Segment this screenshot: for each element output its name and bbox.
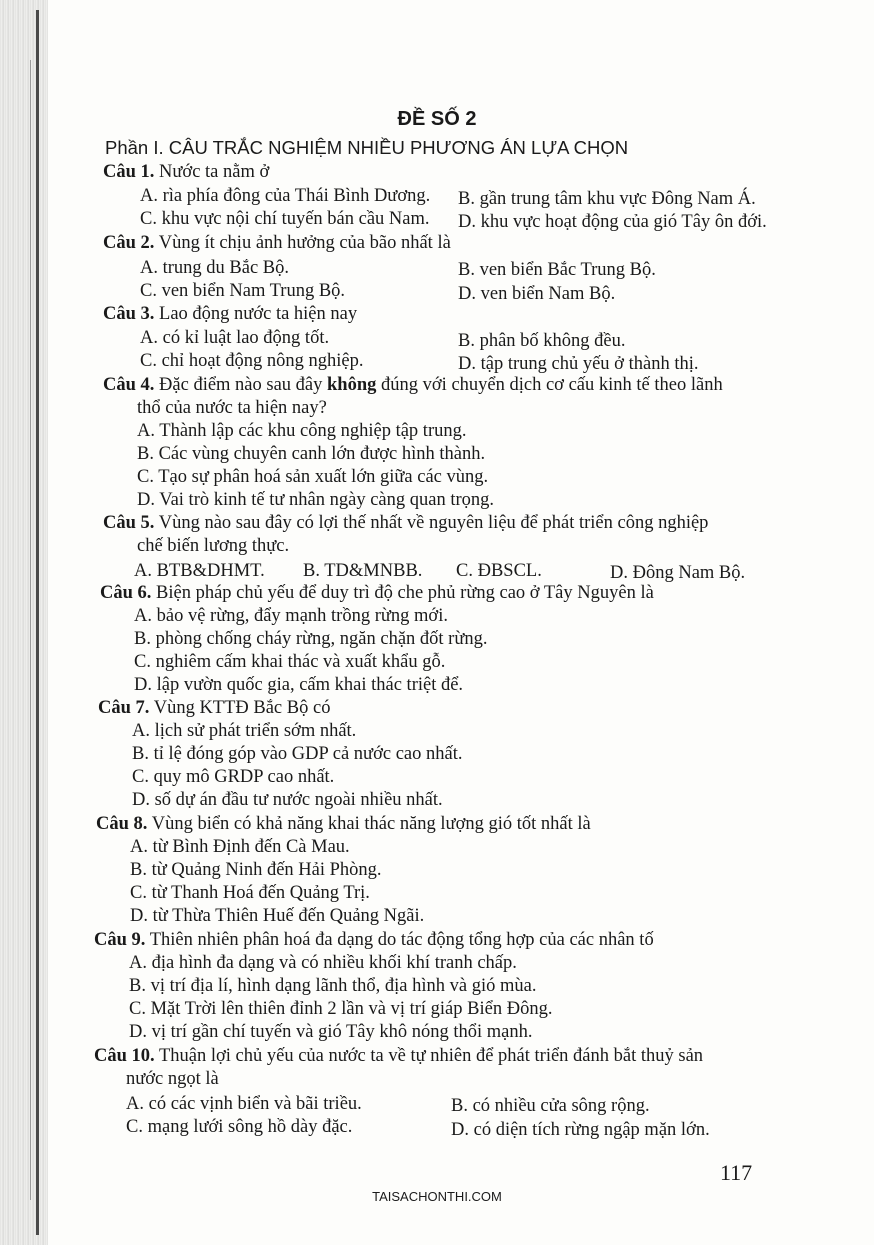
question-text: Đặc điểm nào sau đây	[159, 375, 323, 395]
option-d: D. ven biển Nam Bộ.	[458, 284, 616, 304]
option-d: D. có diện tích rừng ngập mặn lớn.	[451, 1120, 710, 1140]
option-b: B. phòng chống cháy rừng, ngăn chặn đốt rừng.	[134, 629, 488, 649]
page-title: ĐỀ SỐ 2	[397, 108, 477, 130]
section-heading: Phần I. CÂU TRẮC NGHIỆM NHIỀU PHƯƠNG ÁN LỰA CHỌN	[105, 137, 629, 158]
question-label: Câu 4.	[103, 375, 155, 395]
option-c: C. Mặt Trời lên thiên đỉnh 2 lần và vị trí giáp Biển Đông.	[129, 999, 553, 1019]
question-8	[96, 814, 591, 835]
question-text: Vùng biển có khả năng khai thác năng lượng gió tốt nhất là	[151, 814, 591, 834]
question-emphasis: không	[327, 375, 377, 395]
question-9	[94, 930, 654, 951]
option-c: C. ĐBSCL.	[456, 561, 542, 581]
scan-binding-edge	[0, 0, 48, 1245]
option-b: B. từ Quảng Ninh đến Hải Phòng.	[130, 860, 382, 880]
question-text: Thiên nhiên phân hoá đa dạng do tác động tổng hợp của các nhân tố	[149, 930, 654, 950]
question-text: Biện pháp chủ yếu để duy trì độ che phủ rừng cao ở Tây Nguyên là	[156, 583, 654, 603]
option-c: C. Tạo sự phân hoá sản xuất lớn giữa các vùng.	[137, 467, 489, 487]
question-text: Vùng ít chịu ảnh hưởng của bão nhất là	[158, 233, 451, 253]
question-text: Vùng nào sau đây có lợi thế nhất về nguyên liệu để phát triển công nghiệp	[158, 513, 709, 533]
question-1	[103, 162, 269, 183]
option-a: A. từ Bình Định đến Cà Mau.	[130, 837, 350, 857]
question-label: Câu 5.	[103, 513, 155, 533]
option-b: B. có nhiều cửa sông rộng.	[451, 1096, 650, 1116]
option-a: A. trung du Bắc Bộ.	[140, 258, 290, 278]
question-4	[103, 375, 723, 396]
question-3	[103, 304, 357, 325]
option-c: C. từ Thanh Hoá đến Quảng Trị.	[130, 883, 370, 903]
question-text-cont: thổ của nước ta hiện nay?	[137, 398, 327, 418]
option-c: C. quy mô GRDP cao nhất.	[132, 767, 335, 787]
option-a: A. địa hình đa dạng và có nhiều khối khí tranh chấp.	[129, 953, 517, 973]
question-10	[94, 1046, 703, 1067]
option-c: C. ven biển Nam Trung Bộ.	[140, 281, 346, 301]
question-label: Câu 3.	[103, 304, 155, 324]
option-a: A. lịch sử phát triển sớm nhất.	[132, 721, 357, 741]
question-label: Câu 7.	[98, 698, 150, 718]
question-label: Câu 9.	[94, 930, 146, 950]
option-c: C. mạng lưới sông hồ dày đặc.	[126, 1117, 353, 1137]
question-text: Vùng KTTĐ Bắc Bộ có	[153, 698, 331, 718]
question-label: Câu 8.	[96, 814, 148, 834]
option-a: A. có kỉ luật lao động tốt.	[140, 328, 330, 348]
question-label: Câu 6.	[100, 583, 152, 603]
option-b: B. vị trí địa lí, hình dạng lãnh thổ, địa hình và gió mùa.	[129, 976, 537, 996]
option-c: C. chỉ hoạt động nông nghiệp.	[140, 351, 364, 371]
page-number: 117	[720, 1160, 753, 1185]
option-b: B. ven biển Bắc Trung Bộ.	[458, 260, 656, 280]
option-d: D. từ Thừa Thiên Huế đến Quảng Ngãi.	[130, 906, 425, 926]
option-a: A. Thành lập các khu công nghiệp tập trung.	[137, 421, 467, 441]
option-b: B. gần trung tâm khu vực Đông Nam Á.	[458, 189, 756, 209]
binding-line	[30, 60, 31, 1200]
question-text: Nước ta nằm ở	[159, 162, 270, 182]
option-d: D. Vai trò kinh tế tư nhân ngày càng quan trọng.	[137, 490, 495, 510]
option-d: D. Đông Nam Bộ.	[610, 563, 746, 583]
option-a: A. có các vịnh biển và bãi triều.	[126, 1094, 362, 1114]
option-a: A. rìa phía đông của Thái Bình Dương.	[140, 186, 431, 206]
option-d: D. khu vực hoạt động của gió Tây ôn đới.	[458, 212, 767, 232]
option-b: B. tỉ lệ đóng góp vào GDP cả nước cao nhất.	[132, 744, 463, 764]
option-d: D. số dự án đầu tư nước ngoài nhiều nhất.	[132, 790, 443, 810]
option-d: D. vị trí gần chí tuyến và gió Tây khô nóng thổi mạnh.	[129, 1022, 533, 1042]
option-c: C. nghiêm cấm khai thác và xuất khẩu gỗ.	[134, 652, 446, 672]
binding-line	[36, 10, 39, 1235]
question-label: Câu 2.	[103, 233, 155, 253]
question-5	[103, 513, 708, 534]
question-text: đúng với chuyển dịch cơ cấu kinh tế theo lãnh	[381, 375, 723, 395]
question-7	[98, 698, 330, 719]
option-c: C. khu vực nội chí tuyến bán cầu Nam.	[140, 209, 430, 229]
option-a: A. BTB&DHMT.	[134, 561, 265, 581]
question-label: Câu 10.	[94, 1046, 155, 1066]
question-2	[103, 233, 451, 254]
option-d: D. lập vườn quốc gia, cấm khai thác triệt để.	[134, 675, 464, 695]
option-b: B. Các vùng chuyên canh lớn được hình thành.	[137, 444, 486, 464]
question-6	[100, 583, 654, 604]
option-b: B. TD&MNBB.	[303, 561, 423, 581]
question-label: Câu 1.	[103, 162, 155, 182]
question-text: Thuận lợi chủ yếu của nước ta về tự nhiên để phát triển đánh bắt thuỷ sản	[158, 1046, 704, 1066]
option-a: A. bảo vệ rừng, đẩy mạnh trồng rừng mới.	[134, 606, 448, 626]
question-text-cont: chế biến lương thực.	[137, 536, 290, 556]
question-text: Lao động nước ta hiện nay	[159, 304, 358, 324]
option-d: D. tập trung chủ yếu ở thành thị.	[458, 354, 699, 374]
question-text-cont: nước ngọt là	[126, 1069, 219, 1089]
footer-watermark: TAISACHONTHI.COM	[372, 1189, 502, 1204]
option-b: B. phân bố không đều.	[458, 331, 626, 351]
